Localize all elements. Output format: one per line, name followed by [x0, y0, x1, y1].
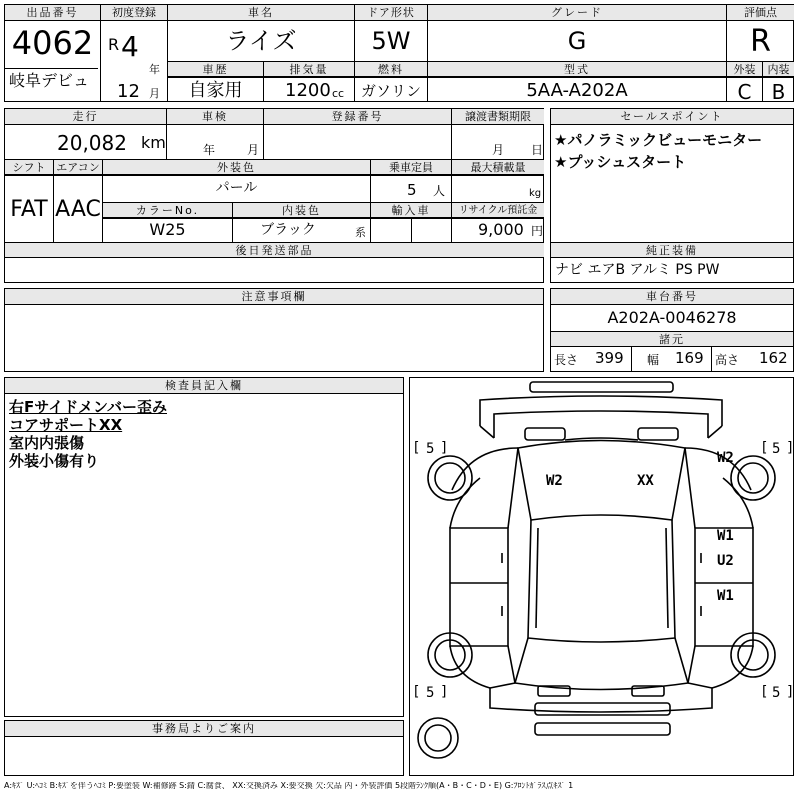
int-color-label: 内装色: [233, 203, 370, 218]
year-unit: 年: [149, 63, 160, 76]
sales-point-item: ★パノラミックビューモニター: [554, 131, 763, 149]
inspection-month-unit: 月: [247, 143, 260, 157]
inspector-remark: 右Fサイドメンバー歪み: [9, 398, 167, 416]
first-reg-label: 初度登録: [101, 5, 167, 21]
history-label: 車歴: [168, 62, 263, 77]
int-color: ブラック: [260, 222, 316, 238]
displacement-label: 排気量: [264, 62, 354, 77]
car-outline-diagram: [410, 378, 793, 775]
grade-label: グレード: [428, 5, 726, 21]
shift: FAT: [10, 197, 48, 222]
office-block: [4, 720, 404, 776]
transfer-label: 譲渡書類期限: [452, 109, 544, 125]
equipment-label: 純正装備: [551, 243, 793, 258]
car-diagram: [ 5 ] [ 5 ] [ 5 ] [ 5 ] W2 XX W2 W1 U2 W1: [409, 377, 794, 776]
width-label: 幅: [647, 353, 660, 367]
length: 399: [595, 349, 624, 367]
chassis-block: [550, 288, 794, 372]
width: 169: [675, 349, 704, 367]
tire-mark: 5: [426, 441, 435, 457]
type-label: 型式: [428, 62, 726, 77]
type: 5AA-A202A: [526, 80, 628, 101]
displacement-unit: cc: [332, 87, 345, 100]
color-no: W25: [149, 220, 186, 239]
interior-grade-label: 内装: [763, 62, 794, 77]
lot-number: 4062: [11, 24, 94, 62]
inspection-label: 車検: [167, 109, 263, 125]
legend-glass: G:ﾌﾛﾝﾄｶﾞﾗｽ点ｷｽﾞ: [504, 782, 566, 790]
damage-mark-right-front-door-u2: U2: [717, 553, 734, 569]
sales-points-label: セールスポイント: [551, 109, 793, 125]
inspector-label: 検査員記入欄: [5, 378, 403, 394]
chassis-number: A202A-0046278: [607, 308, 737, 327]
transfer-month-unit: 月: [492, 143, 505, 157]
recycle-unit: 円: [531, 224, 544, 238]
capacity: 5: [407, 181, 417, 199]
sales-point-item: ★プッシュスタート: [554, 153, 687, 171]
recycle-label: リサイクル預託金: [452, 203, 544, 218]
chassis-label: 車台番号: [551, 289, 793, 305]
capacity-label: 乗車定員: [371, 160, 451, 175]
notes-block: [4, 288, 544, 372]
score: R: [750, 24, 771, 59]
month: 12: [117, 81, 140, 102]
ext-color-label: 外装色: [103, 160, 370, 175]
ext-color: パール: [215, 180, 258, 196]
inspection-year-unit: 年: [203, 143, 216, 157]
model-name: ライズ: [225, 27, 297, 55]
lot-label: 出品番号: [5, 5, 100, 21]
header-block: [4, 4, 794, 102]
door: 5W: [371, 27, 411, 55]
legend-text: [4, 782, 796, 790]
month-unit: 月: [149, 87, 160, 100]
inspector-block: [4, 377, 404, 717]
dims-label: 諸元: [551, 332, 793, 347]
door-label: ドア形状: [355, 5, 427, 21]
era: R: [108, 35, 120, 54]
venue: 岐阜デビュ: [9, 71, 90, 90]
legend-main: A:ｷｽﾞ U:ﾍｺﾐ B:ｷｽﾞを伴うﾍｺﾐ P:要塗装 W:補修跡 S:錆 C:腐食、 XX:交換済み X:要交換 欠:欠品 内・外装評価 5段階ﾗﾝｸ順(A・B・C・D・E): [4, 782, 503, 790]
recycle: 9,000: [478, 220, 524, 239]
inspector-remark: 外装小傷有り: [9, 452, 100, 470]
office-label: 事務局よりご案内: [5, 721, 403, 737]
transfer-day-unit: 日: [531, 143, 544, 157]
equipment-value: ナビ エアB アルミ PS PW: [555, 262, 720, 278]
capacity-unit: 人: [433, 184, 446, 198]
mileage-unit: km: [141, 133, 166, 152]
model-name-label: 車名: [168, 5, 354, 21]
tire-mark: 5: [772, 685, 781, 701]
fuel-label: 燃料: [355, 62, 427, 77]
ac: AAC: [55, 197, 101, 222]
sales-points-block: [550, 108, 794, 283]
notes-label: 注意事項欄: [5, 289, 543, 305]
interior-grade: B: [771, 80, 786, 104]
height-label: 高さ: [715, 353, 740, 367]
legend-tail: 1: [568, 782, 574, 790]
mileage: 20,082: [57, 131, 127, 155]
damage-mark-right-rear-door-w1: W1: [717, 588, 734, 604]
damage-mark-roof-w2: W2: [546, 473, 563, 489]
inspector-remark: コアサポートXX: [9, 416, 123, 434]
tire-mark: 5: [426, 685, 435, 701]
damage-mark-right-front-door-w1: W1: [717, 528, 734, 544]
shift-label: シフト: [5, 160, 53, 175]
color-no-label: カラーNo.: [103, 203, 232, 218]
history: 自家用: [188, 80, 243, 101]
height: 162: [759, 349, 788, 367]
ac-label: エアコン: [54, 160, 102, 175]
inspector-remark: 室内内張傷: [9, 434, 85, 452]
displacement: 1200: [285, 80, 331, 101]
fuel: ガソリン: [360, 82, 421, 100]
score-label: 評価点: [727, 5, 794, 21]
year: 4: [121, 30, 139, 63]
exterior-grade: C: [737, 80, 752, 104]
later-parts-label: 後日発送部品: [5, 243, 544, 258]
specs-block: [4, 108, 544, 283]
damage-mark-front-right: W2: [717, 450, 734, 466]
reg-number-label: 登録番号: [264, 109, 451, 125]
grade: G: [567, 27, 587, 55]
load-label: 最大積載量: [452, 160, 544, 175]
tire-mark: 5: [772, 441, 781, 457]
mileage-label: 走行: [5, 109, 166, 125]
load-unit: kg: [529, 188, 542, 199]
import-label: 輸入車: [371, 203, 451, 218]
damage-mark-roof-xx: XX: [637, 473, 654, 489]
exterior-grade-label: 外装: [727, 62, 762, 77]
length-label: 長さ: [554, 353, 579, 367]
int-color-suffix: 系: [355, 226, 366, 239]
